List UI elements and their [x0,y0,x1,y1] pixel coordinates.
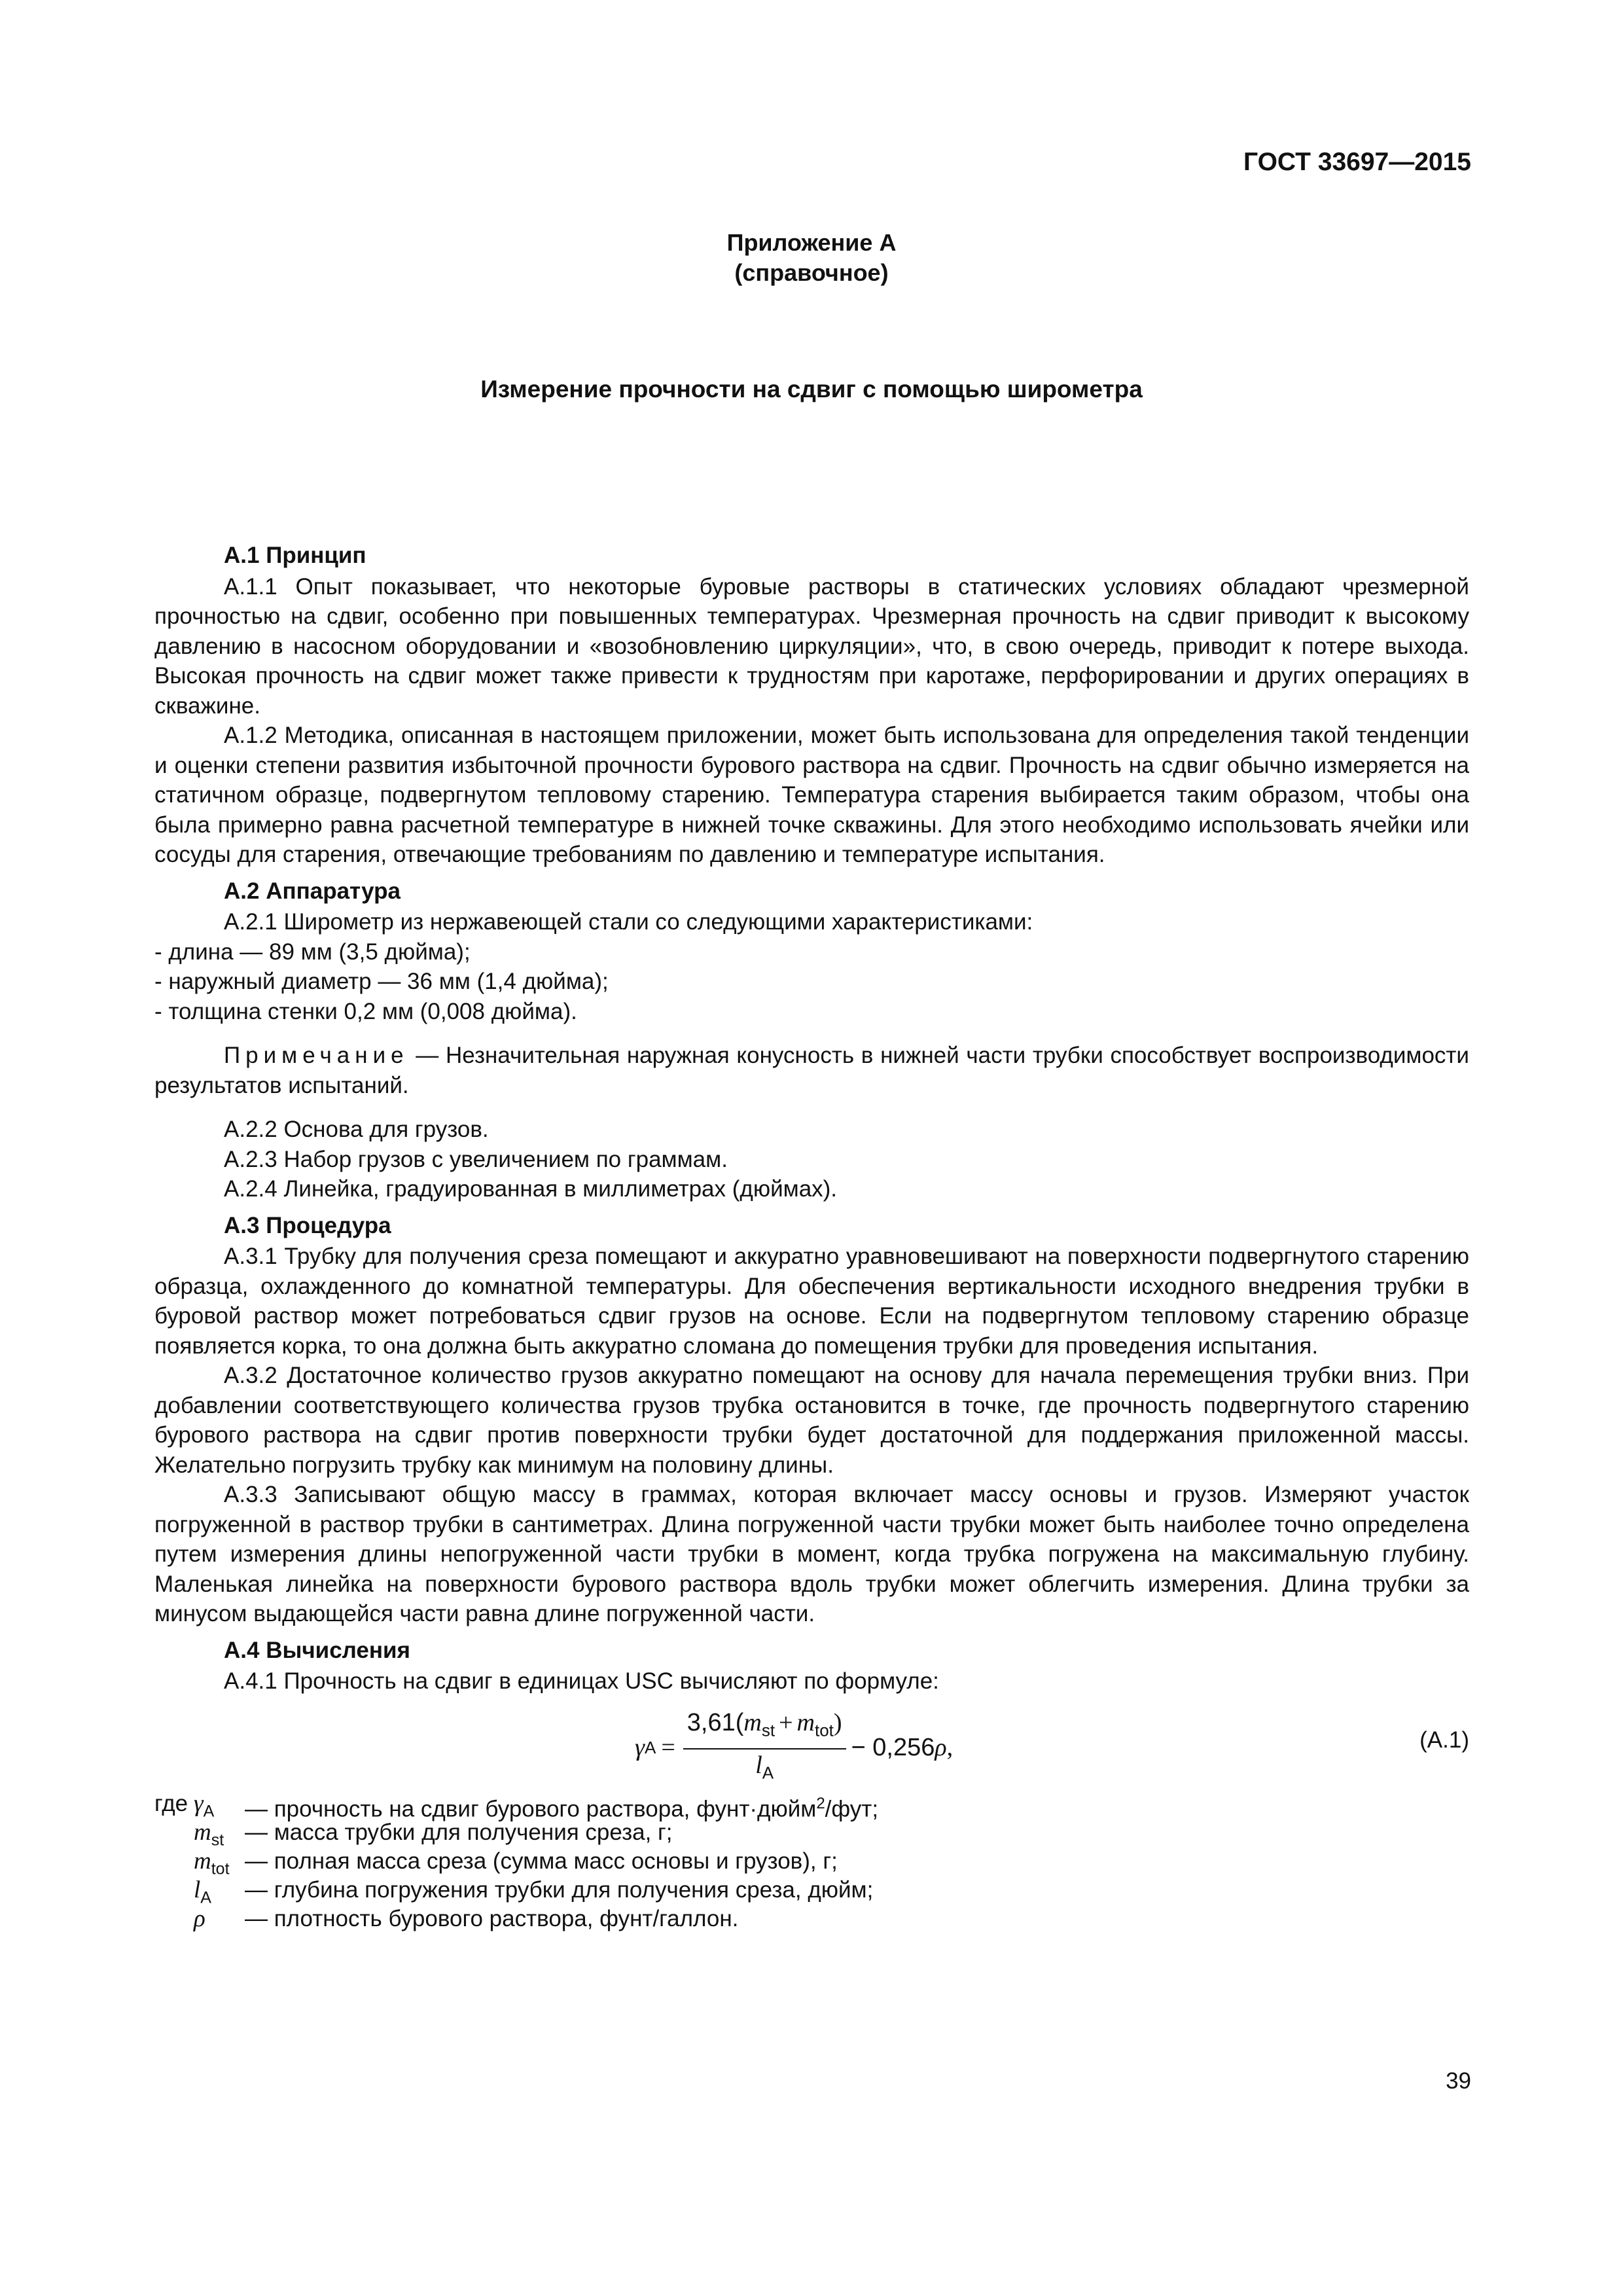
formula-lhs-symbol: γ [635,1733,645,1761]
definition-text: — плотность бурового раствора, фунт/галлон. [245,1905,739,1931]
formula-coefficient: 3,61( [687,1708,744,1736]
definition-row [154,1876,1469,1905]
paragraph-a3-2: А.3.2 Достаточное количество грузов аккуратно помещают на основу для начала перемещения трубки вниз. При добавлении соответствующего количества грузов трубка остановится в точке, где прочность подвергнутого старению бурового раствора на сдвиг против поверхности трубки будет достаточной для поддержания приложенной массы. Желательно погрузить трубку как минимум на половину длины. [154,1363,1469,1478]
section-heading-a2: А.2 Аппаратура [224,878,401,904]
formula [635,1708,953,1788]
paragraph-a2-4: А.2.4 Линейка, градуированная в миллиметрах (дюймах). [224,1176,838,1202]
formula-l-a-sub: A [762,1763,774,1783]
paragraph-a3-3: А.3.3 Записывают общую массу в граммах, которая включает массу основы и грузов. Измеряют участок погруженной в раствор трубки в сантиметрах. Длина погруженной части трубки может быть наиболее точно определена путем измерения длины непогруженной части трубки в момент, когда трубка погружена на максимальную глубину. Маленькая линейка на поверхности бурового раствора вдоль трубки может облегчить измерения. Длина трубки за минусом выдающейся части равна длине погруженной части. [154,1482,1469,1626]
definition-symbol: $m_{st}$ [194,1818,224,1849]
paragraph-a1-2: А.1.2 Методика, описанная в настоящем приложении, может быть использована для определения такой тенденции и оценки степени развития избыточной прочности бурового раствора на сдвиг. Прочность на сдвиг обычно измеряется на статичном образце, подвергнутом тепловому старению. Температура старения выбирается таким образом, чтобы она была примерно равна расчетной температуре в нижней точке скважины. Для этого необходимо использовать ячейки или сосуды для старения, отвечающие требованиям по давлению и температуре испытания. [154,723,1469,867]
variable-definitions [154,1789,1469,1933]
formula-numerator [683,1708,846,1749]
definition-row [154,1789,1469,1822]
definition-text: — полная масса среза (сумма масс основы и грузов), г; [245,1848,838,1874]
definition-row [154,1847,1469,1876]
note-text: — Незначительная наружная конусность в нижней части трубки способствует воспроизводимости результатов испытаний. [154,1043,1469,1098]
formula-equals: = [661,1733,675,1761]
definition-text: — масса трубки для получения среза, г; [245,1819,673,1845]
formula-comma: , [946,1733,954,1761]
annex-title: Измерение прочности на сдвиг с помощью широметра [480,376,1143,403]
section-heading-a3: А.3 Процедура [224,1212,391,1238]
document-body [154,541,1469,1933]
paragraph-a3-1: А.3.1 Трубку для получения среза помещают и аккуратно уравновешивают на поверхности подвергнутого старению образца, охлажденного до комнатной температуры. Для обеспечения вертикальности исходного внедрения трубки в буровой раствор может потребоваться сдвиг грузов на основе. Если на подвергнутом тепловому старению образце появляется корка, то она должна быть аккуратно сломана до помещения трубки для проведения испытания. [154,1244,1469,1359]
definition-row [154,1905,1469,1933]
paragraph-a2-3: А.2.3 Набор грузов с увеличением по граммам. [224,1146,728,1172]
formula-number: (А.1) [1419,1727,1469,1753]
list-item: - толщина стенки 0,2 мм (0,008 дюйма). [154,998,577,1024]
formula-lhs-sub: A [644,1737,656,1757]
paragraph-a1-1: А.1.1 Опыт показывает, что некоторые буровые растворы в статических условиях обладают чрезмерной прочностью на сдвиг, особенно при повышенных температурах. Чрезмерная прочность на сдвиг приводит к высокому давлению в насосном оборудовании и «возобновлению циркуляции», что, в свою очередь, приводит к потере выхода. Высокая прочность на сдвиг может также привести к трудностям при каротаже, перфорировании и других операциях в скважине. [154,573,1469,719]
definition-symbol: $m_{tot}$ [194,1847,230,1878]
definition-symbol: $\gamma_A$ [194,1789,215,1820]
formula-denominator [755,1749,774,1788]
definition-symbol: $l_A$ [194,1876,211,1907]
section-heading-a1: А.1 Принцип [224,543,366,568]
note-label: Примечание [224,1043,409,1068]
section-heading-a4: А.4 Вычисления [224,1637,410,1663]
definition-row [154,1818,1469,1847]
annex-label: Приложение А [726,229,897,256]
paragraph-a2-1: А.2.1 Широметр из нержавеющей стали со следующими характеристиками: [224,909,1033,935]
annex-type: (справочное) [734,259,889,286]
document-id: ГОСТ 33697—2015 [1243,148,1471,176]
formula-m-st-sub: st [761,1720,776,1740]
formula-plus: + [779,1708,793,1736]
formula-fraction [683,1708,846,1788]
formula-m-st: m [743,1708,762,1736]
note [154,1041,1469,1100]
list-item: - длина — 89 мм (3,5 дюйма); [154,939,471,965]
formula-rho: ρ [935,1733,947,1761]
definition-text: — прочность на сдвиг бурового раствора, фунт·дюйм$^2$/фут; [245,1794,879,1822]
annex-heading [0,228,1623,288]
definition-symbol: ρ [194,1905,205,1932]
paragraph-a2-2: А.2.2 Основа для грузов. [224,1117,489,1142]
formula-m-tot: m [796,1708,815,1736]
formula-paren-close: ) [833,1708,842,1736]
where-label: где [154,1790,188,1816]
paragraph-a4-1: А.4.1 Прочность на сдвиг в единицах USC вычисляют по формуле: [224,1668,939,1694]
list-item: - наружный диаметр — 36 мм (1,4 дюйма); [154,969,609,994]
page-number: 39 [1446,2068,1471,2094]
formula-tail: − 0,256 [851,1733,935,1761]
formula-block [154,1707,1469,1784]
definition-text: — глубина погружения трубки для получения среза, дюйм; [245,1876,874,1903]
formula-l-a: l [755,1751,762,1779]
formula-m-tot-sub: tot [814,1720,834,1740]
